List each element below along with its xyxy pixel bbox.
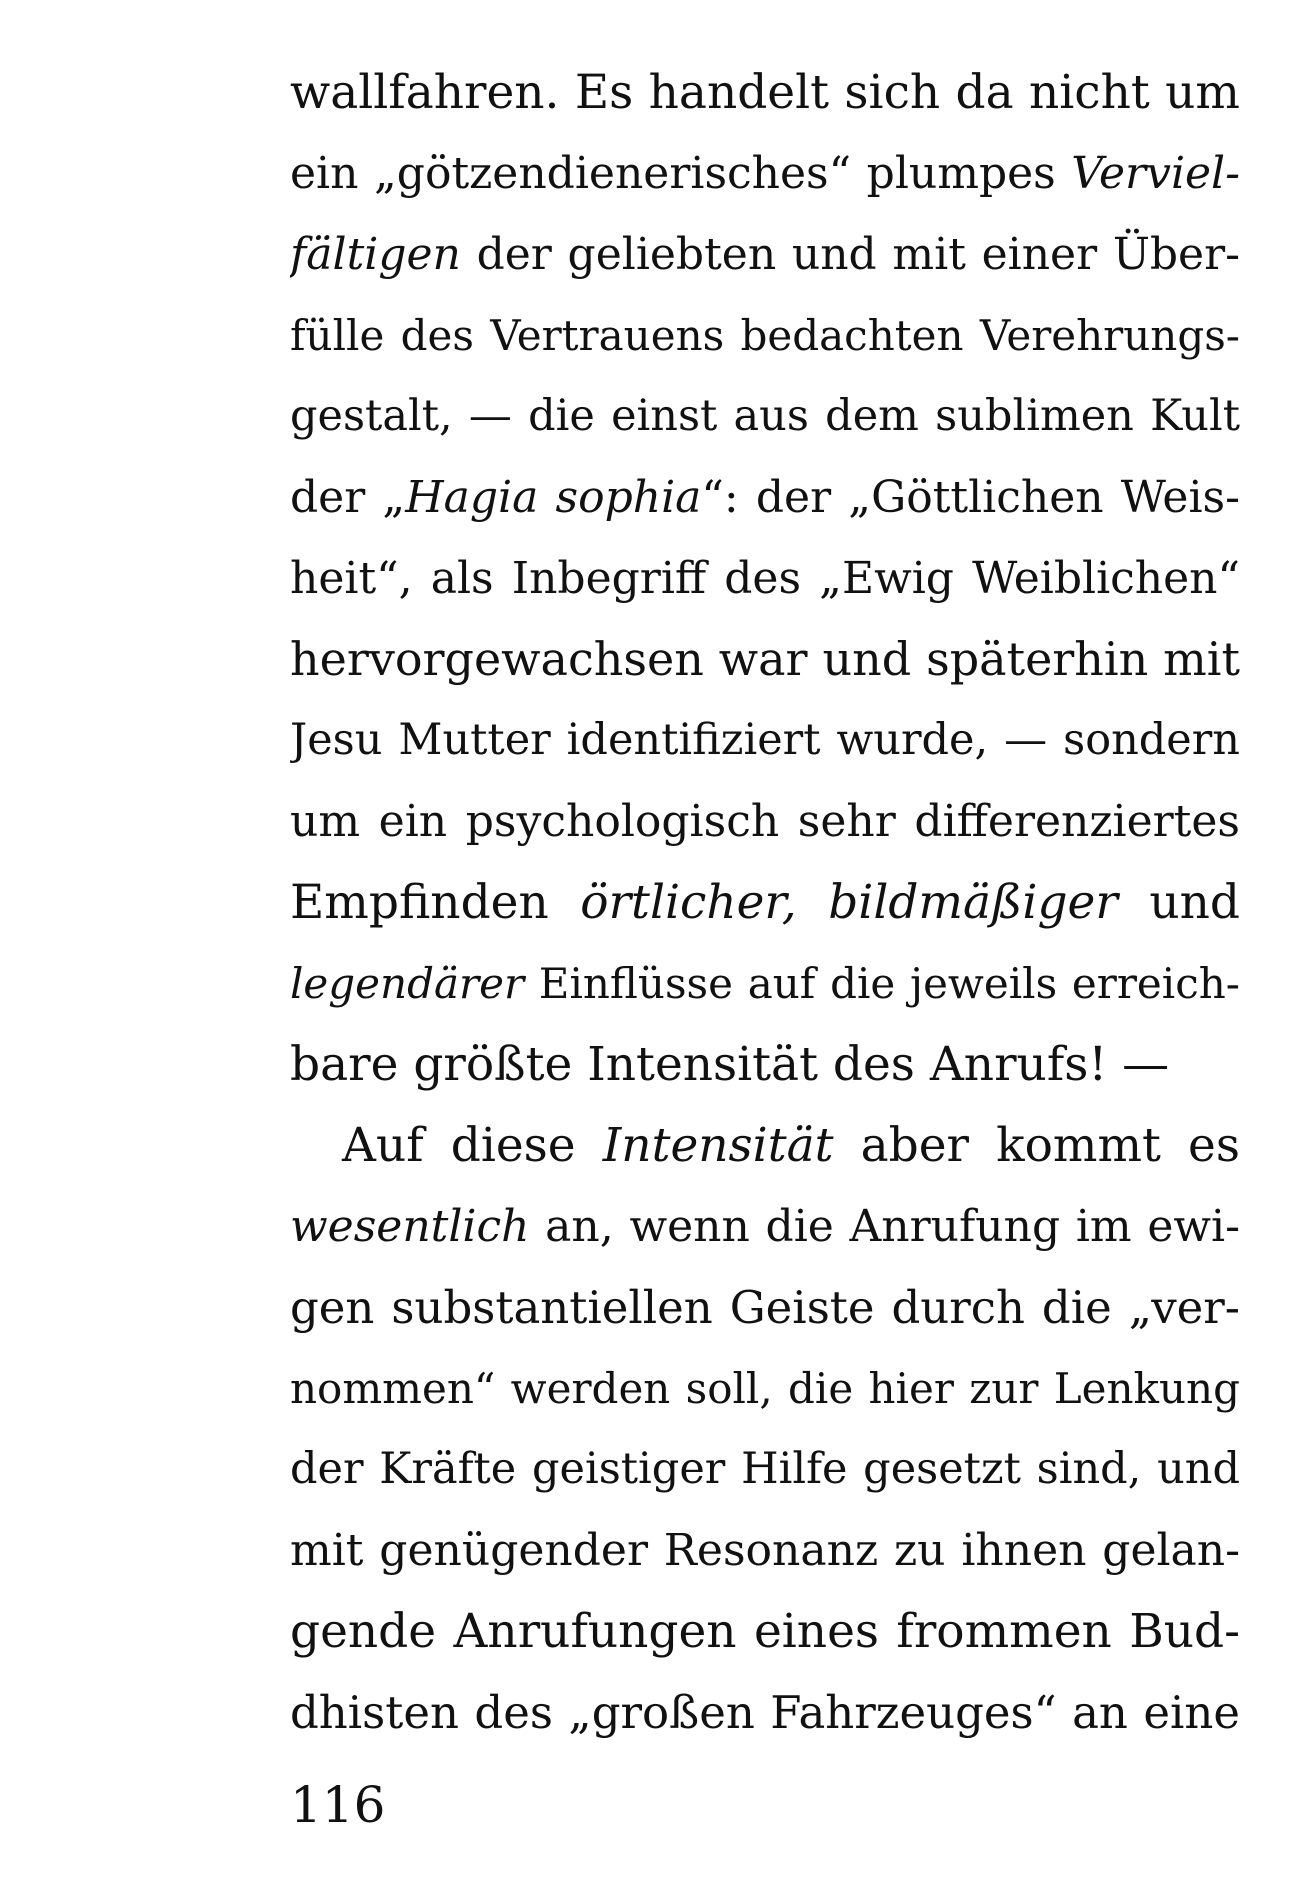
text-line [290,862,1240,943]
italic-text: örtlicher, bildmäßiger [580,875,1118,930]
text-line [290,943,1240,1024]
text-span: ein „götzendienerisches“ plumpes [290,148,1072,199]
text-line [290,1105,1240,1186]
text-span: “: der „Göttlichen Weis- [701,472,1240,523]
text-span: hervorgewachsen war und späterhin mit [290,632,1240,686]
italic-text: Intensität [602,1118,834,1173]
italic-text: fältigen [290,229,461,280]
text-line [290,1429,1240,1510]
text-span: um ein psychologisch sehr differenziertes [290,796,1240,847]
text-span: der Kräfte geistiger Hilfe gesetzt sind, und [290,1444,1240,1494]
text-span: an, wenn die Anrufung im ewi- [529,1201,1240,1252]
text-line [290,1348,1240,1429]
text-line [290,1186,1240,1267]
text-line [290,214,1240,295]
text-span: gende Anrufungen eines frommen Bud- [290,1604,1240,1659]
text-line [290,52,1240,133]
text-line [290,133,1240,214]
text-span: gen substantiellen Geiste durch die „ver- [290,1281,1240,1334]
text-span: dhisten des „großen Fahrzeuges“ an eine [290,1686,1240,1739]
text-line [290,1267,1240,1348]
text-line [290,295,1240,376]
text-line [290,1024,1240,1105]
text-span: Empfinden [290,875,581,930]
text-span: mit genügender Resonanz zu ihnen gelan- [290,1525,1240,1576]
italic-text: Hagia sophia [405,472,702,523]
text-span: Jesu Mutter identifiziert wurde, — sondern [290,715,1240,765]
text-line [290,376,1240,457]
italic-text: Verviel- [1071,148,1240,199]
text-span: fülle des Vertrauens bedachten Verehrungs- [290,311,1240,360]
text-span: bare größte Intensität des Anrufs! — [290,1037,1170,1092]
text-span: der geliebten und mit einer Über- [460,229,1240,280]
text-span: heit“, als Inbegriff des „Ewig Weiblichen“ [290,553,1240,604]
text-line [290,538,1240,619]
text-line [290,700,1240,781]
page-number: 116 [290,1776,386,1834]
text-span: Einflüsse auf die jeweils erreich- [524,959,1240,1008]
text-span: und [1117,875,1240,930]
text-span: wallfahren. Es handelt sich da nicht um [290,65,1240,120]
italic-text: legendärer [290,959,525,1008]
text-line [290,619,1240,700]
text-span: nommen“ werden soll, die hier zur Lenkung [290,1364,1240,1413]
text-line [290,781,1240,862]
text-line [290,1591,1240,1672]
text-line [290,1510,1240,1591]
text-span: gestalt, — die einst aus dem sublimen Kult [290,391,1240,441]
text-line [290,1672,1240,1753]
text-span: aber kommt es [833,1118,1240,1173]
italic-text: wesentlich [290,1201,530,1252]
text-span: der „ [290,472,406,523]
body-text [290,52,1240,1753]
text-line [290,457,1240,538]
text-span: Auf diese [342,1118,603,1173]
